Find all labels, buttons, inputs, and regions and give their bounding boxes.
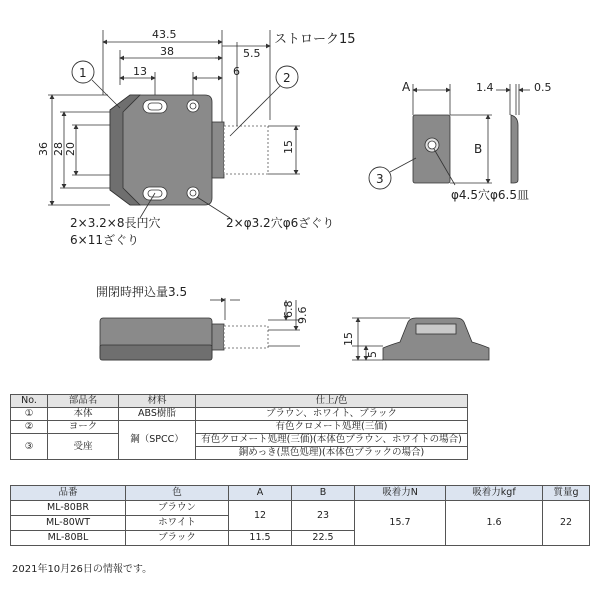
stroke-label: ストローク15: [274, 32, 356, 47]
parts-table: [10, 394, 468, 460]
row-finish: 有色クロメート処理(三価): [196, 421, 468, 434]
parts-table-header: [11, 395, 468, 408]
row-no: ①: [11, 408, 48, 421]
dim-0-5: 0.5: [534, 81, 552, 94]
note-slot: 2×3.2×8長円穴: [70, 216, 161, 230]
spec-table: [10, 485, 590, 546]
plate-view: [369, 80, 552, 202]
row-force-kgf: 1.6: [446, 501, 543, 546]
table-row: [11, 434, 468, 447]
row-code: ML-80BL: [11, 531, 126, 546]
note-plate-hole: φ4.5穴φ6.5皿: [451, 188, 530, 202]
callout-1: 1: [79, 66, 87, 80]
side-view: [96, 284, 309, 360]
header-no: No.: [11, 395, 48, 408]
row-code: ML-80BR: [11, 501, 126, 516]
row-finish: 有色クロメート処理(三価)(本体色ブラウン、ホワイトの場合): [196, 434, 468, 447]
callout-2: 2: [283, 71, 291, 85]
note-slot-counterbore: 6×11ざぐり: [70, 233, 139, 247]
header-material: 材料: [119, 395, 196, 408]
row-force-n: 15.7: [355, 501, 446, 546]
dim-6: 6: [233, 65, 240, 78]
row-material: ABS樹脂: [119, 408, 196, 421]
spec-table-header: [11, 486, 590, 501]
footnote: 2021年10月26日の情報です。: [12, 564, 153, 575]
table-row: [11, 501, 590, 516]
row-b: 22.5: [292, 531, 355, 546]
header-b: B: [292, 486, 355, 501]
dim-20: 20: [64, 142, 77, 156]
push-label: 開閉時押込量3.5: [96, 285, 188, 299]
row-a: 11.5: [229, 531, 292, 546]
row-part-name: 本体: [48, 408, 119, 421]
dim-9-6: 9.6: [296, 306, 309, 324]
dim-15-top: 15: [282, 140, 295, 154]
callout-3: 3: [376, 172, 384, 186]
row-material-steel: 鋼（SPCC）: [119, 421, 196, 460]
row-code: ML-80WT: [11, 516, 126, 531]
header-a: A: [229, 486, 292, 501]
dim-28: 28: [52, 142, 65, 156]
top-view: [37, 28, 356, 247]
header-color: 色: [126, 486, 229, 501]
header-mass: 質量g: [543, 486, 590, 501]
dim-1-4: 1.4: [476, 81, 494, 94]
row-part-name: 受座: [48, 434, 119, 460]
row-finish: ブラウン、ホワイト、ブラック: [196, 408, 468, 421]
header-force-kgf: 吸着力kgf: [446, 486, 543, 501]
header-force-n: 吸着力N: [355, 486, 446, 501]
dim-36: 36: [37, 142, 50, 156]
table-row: [11, 421, 468, 434]
row-b: 23: [292, 501, 355, 531]
row-no: ③: [11, 434, 48, 460]
header-finish: 仕上/色: [196, 395, 468, 408]
dim-b: B: [474, 142, 483, 156]
plate-side-view: [342, 318, 489, 360]
dim-38: 38: [160, 45, 174, 58]
row-mass: 22: [543, 501, 590, 546]
header-code: 品番: [11, 486, 126, 501]
dim-plate-15: 15: [342, 332, 355, 346]
dim-a: A: [402, 80, 411, 94]
dim-43-5: 43.5: [152, 28, 177, 41]
row-finish: 銅めっき(黒色処理)(本体色ブラックの場合): [196, 447, 468, 460]
row-part-name: ヨーク: [48, 421, 119, 434]
row-color: ホワイト: [126, 516, 229, 531]
table-row: [11, 408, 468, 421]
row-a: 12: [229, 501, 292, 531]
row-color: ブラウン: [126, 501, 229, 516]
note-hole: 2×φ3.2穴φ6ざぐり: [226, 216, 335, 230]
row-no: ②: [11, 421, 48, 434]
header-part-name: 部品名: [48, 395, 119, 408]
dim-13: 13: [133, 65, 147, 78]
row-color: ブラック: [126, 531, 229, 546]
dim-5-5: 5.5: [243, 47, 261, 60]
dim-plate-5: 5: [366, 351, 379, 358]
dim-6-8: 6.8: [282, 300, 295, 318]
